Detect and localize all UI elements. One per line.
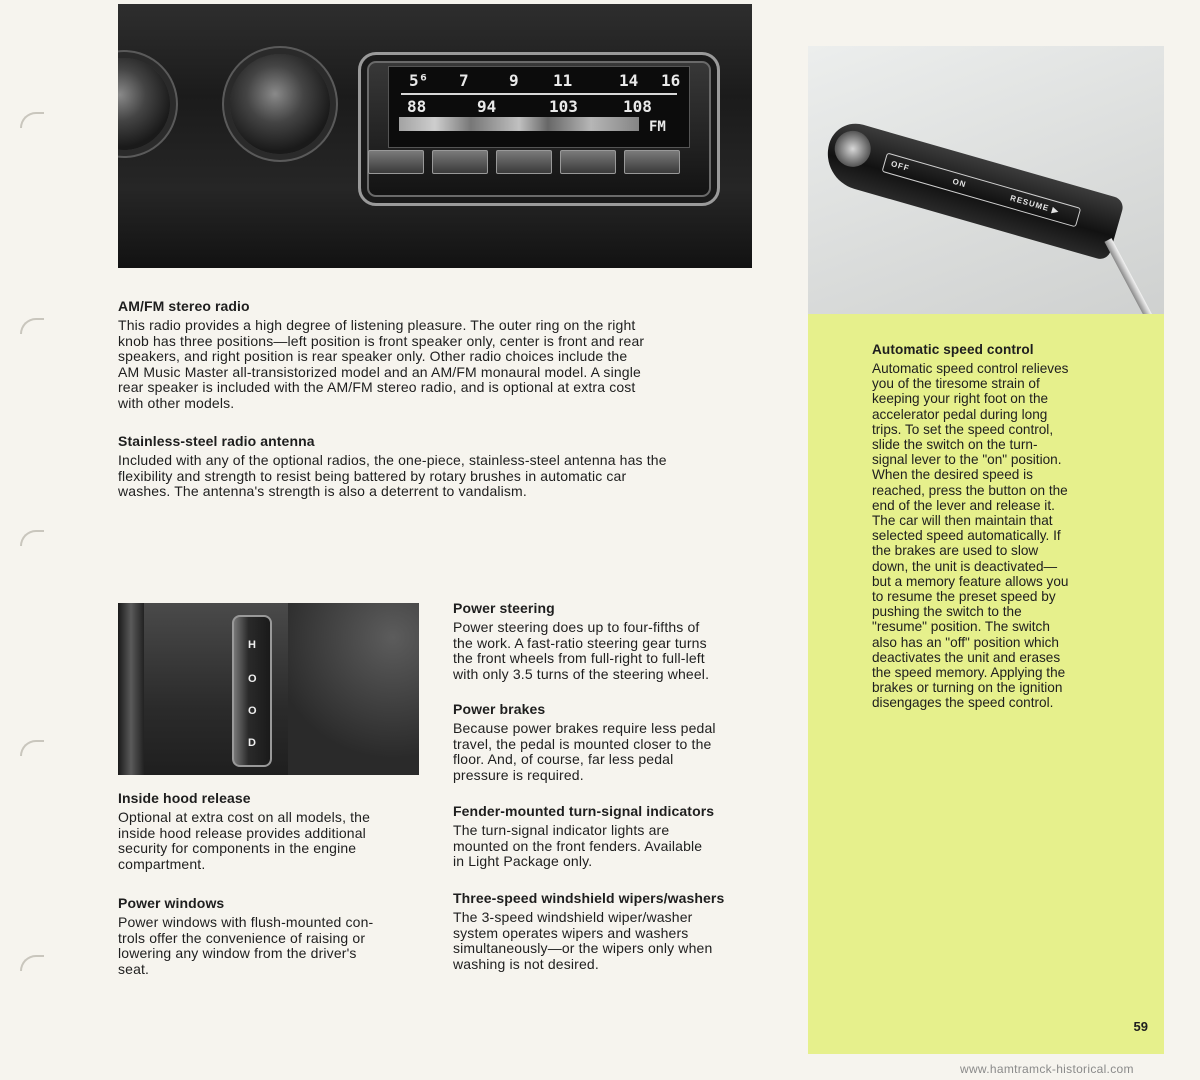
dial-strip: [399, 117, 639, 131]
text-line: you of the tiresome strain of: [872, 376, 1040, 392]
preset-button: [432, 150, 488, 174]
text-line: seat.: [118, 960, 150, 977]
section-heading: Stainless-steel radio antenna: [118, 433, 315, 449]
hood-letter: O: [248, 673, 257, 685]
text-line: Automatic speed control relieves: [872, 361, 1069, 376]
section-heading: AM/FM stereo radio: [118, 298, 250, 314]
section-speed-control: [872, 342, 1142, 711]
lever-label: RESUME ▶: [1009, 193, 1061, 216]
text-line: deactivates the unit and erases: [872, 649, 1061, 665]
speed-control-photo: [808, 46, 1164, 314]
section-hood-release: [118, 790, 418, 872]
text-line: the front wheels from full-right to full-left: [453, 650, 705, 666]
text-line: brakes or turning on the ignition: [872, 680, 1063, 696]
text-line: end of the lever and release it.: [872, 497, 1055, 513]
text-line: trols offer the convenience of raising or: [118, 929, 366, 946]
binder-hole: [20, 318, 44, 334]
section-power-brakes: [453, 701, 763, 783]
dial-label: 108: [623, 97, 652, 116]
binder-hole: [20, 112, 44, 128]
text-line: mounted on the front fenders. Available: [453, 837, 703, 854]
text-line: speakers, and right position is rear speaker only. Other radio choices include the: [118, 348, 628, 364]
speed-switch: [882, 152, 1082, 227]
text-line: system operates wipers and washers: [453, 924, 689, 941]
section-body: [118, 810, 418, 872]
text-line: with only 3.5 turns of the steering wheel.: [453, 665, 710, 682]
text-line: the work. A fast-ratio steering gear turns: [453, 634, 707, 651]
text-line: lowering any window from the driver's: [118, 945, 357, 961]
section-heading: Power windows: [118, 895, 225, 911]
text-line: trips. To set the speed control,: [872, 421, 1054, 437]
right-knob: [230, 54, 330, 154]
watermark-url: www.hamtramck-historical.com: [960, 1062, 1134, 1076]
section-body: [453, 910, 773, 972]
text-line: the brakes are used to slow: [872, 543, 1039, 559]
section-heading: Inside hood release: [118, 790, 251, 806]
hood-letter: D: [248, 737, 256, 749]
section-fender-indicators: [453, 803, 773, 870]
dial-label: 88: [407, 97, 427, 116]
dial-label: 94: [477, 97, 497, 116]
dial-label: 11: [553, 71, 573, 90]
preset-button: [496, 150, 552, 174]
text-line: keeping your right foot on the: [872, 391, 1049, 407]
text-line: This radio provides a high degree of listening pleasure. The outer ring on the right: [118, 317, 636, 333]
section-body: [872, 361, 1142, 711]
text-line: simultaneously—or the wipers only when: [453, 940, 713, 956]
radio-dial: [388, 66, 690, 148]
text-line: reached, press the button on the: [872, 482, 1068, 498]
hood-release-handle: [232, 615, 272, 767]
text-line: accelerator pedal during long: [872, 406, 1048, 422]
section-body: [453, 620, 763, 682]
text-line: in Light Package only.: [453, 853, 593, 869]
text-line: with other models.: [118, 394, 235, 411]
set-button: [830, 127, 875, 172]
section-body: [118, 915, 418, 977]
panel-shadow: [288, 603, 419, 775]
text-line: The car will then maintain that: [872, 513, 1053, 529]
text-line: Power steering does up to four-fifths of: [453, 619, 700, 635]
text-line: The turn-signal indicator lights are: [453, 822, 670, 838]
text-line: but a memory feature allows you: [872, 573, 1069, 589]
text-line: floor. And, of course, far less pedal: [453, 751, 674, 767]
section-wipers: [453, 890, 773, 972]
section-power-windows: [118, 895, 418, 977]
text-line: disengages the speed control.: [872, 695, 1054, 711]
dial-label: 103: [549, 97, 578, 116]
text-line: to resume the preset speed by: [872, 589, 1056, 605]
section-am-fm-radio: [118, 298, 758, 411]
turn-signal-lever: [819, 117, 1125, 261]
preset-button: [560, 150, 616, 174]
section-heading: Power steering: [453, 600, 555, 616]
text-line: pushing the switch to the: [872, 604, 1022, 620]
radio-photo: [118, 4, 752, 268]
text-line: the speed memory. Applying the: [872, 665, 1066, 681]
dial-label: 7: [459, 71, 469, 90]
text-line: The 3-speed windshield wiper/washer: [453, 909, 693, 925]
page-number: 59: [1133, 1019, 1148, 1034]
text-line: inside hood release provides additional: [118, 824, 366, 841]
text-line: Power windows with flush-mounted con-: [118, 914, 374, 930]
section-heading: Three-speed windshield wipers/washers: [453, 890, 725, 906]
speed-control-panel: [808, 314, 1164, 1054]
dial-label: 9: [509, 71, 519, 90]
text-line: rear speaker is included with the AM/FM stereo radio, and is optional at extra cost: [118, 379, 636, 395]
text-line: security for components in the engine: [118, 840, 357, 856]
text-line: "resume" position. The switch: [872, 619, 1050, 635]
text-line: selected speed automatically. If: [872, 528, 1061, 544]
text-line: When the desired speed is: [872, 467, 1033, 483]
lever-label: ON: [951, 176, 968, 190]
binder-hole: [20, 740, 44, 756]
dial-label: 16: [661, 71, 681, 90]
text-line: AM Music Master all-transistorized model and an AM/FM monaural model. A single: [118, 363, 641, 380]
lever-label: OFF: [889, 159, 911, 174]
text-line: knob has three positions—left position is front speaker only, center is front and rear: [118, 332, 645, 349]
section-heading: Fender-mounted turn-signal indicators: [453, 803, 715, 819]
preset-button: [624, 150, 680, 174]
text-line: Because power brakes require less pedal: [453, 720, 716, 736]
text-line: washing is not desired.: [453, 955, 599, 972]
band-label: FM: [649, 119, 666, 135]
dial-label: 5⁶: [409, 71, 429, 90]
section-body: [453, 721, 763, 783]
section-body: [118, 453, 778, 500]
preset-button: [368, 150, 424, 174]
dial-scale: [401, 93, 677, 95]
binder-hole: [20, 530, 44, 546]
hood-letter: H: [248, 639, 256, 651]
text-line: Optional at extra cost on all models, the: [118, 809, 371, 825]
text-line: also has an "off" position which: [872, 634, 1059, 650]
text-line: travel, the pedal is mounted closer to the: [453, 735, 712, 752]
lever-stem: [1104, 238, 1153, 314]
text-line: compartment.: [118, 855, 206, 872]
dial-label: 14: [619, 71, 639, 90]
section-radio-antenna: [118, 433, 778, 500]
left-knob: [118, 58, 170, 150]
section-power-steering: [453, 600, 763, 682]
binder-hole: [20, 955, 44, 971]
hood-release-photo: [118, 603, 419, 775]
text-line: washes. The antenna's strength is also a deterrent to vandalism.: [118, 483, 527, 499]
section-heading: Automatic speed control: [872, 342, 1034, 357]
text-line: down, the unit is deactivated—: [872, 558, 1058, 574]
hood-letter: O: [248, 705, 257, 717]
door-edge: [118, 603, 144, 775]
text-line: pressure is required.: [453, 766, 584, 783]
text-line: flexibility and strength to resist being battered by rotary brushes in automatic car: [118, 467, 627, 484]
text-line: slide the switch on the turn-: [872, 437, 1038, 453]
section-body: [453, 823, 773, 870]
section-body: [118, 318, 758, 411]
text-line: Included with any of the optional radios, the one-piece, stainless-steel antenna has the: [118, 452, 667, 468]
section-heading: Power brakes: [453, 701, 546, 717]
text-line: signal lever to the "on" position.: [872, 452, 1062, 468]
